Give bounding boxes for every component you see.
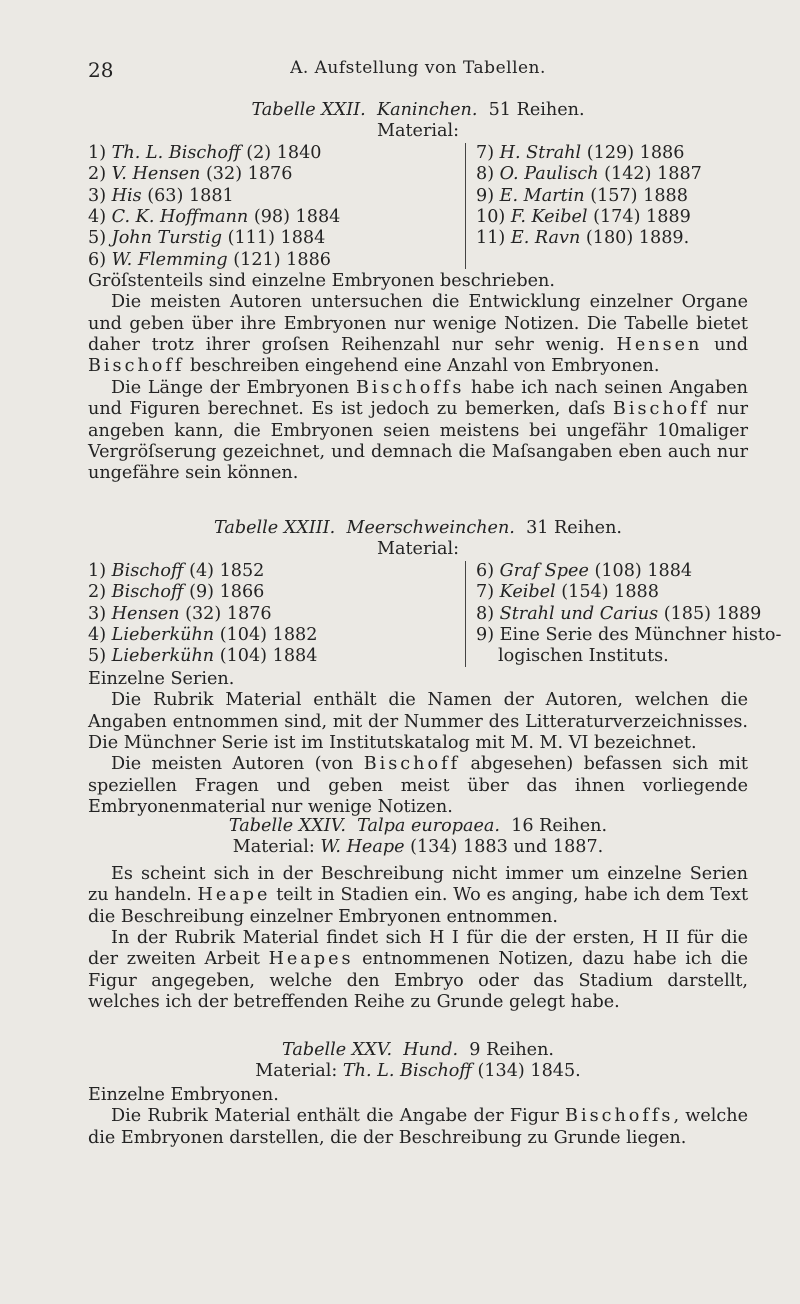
list-item: 11) E. Ravn (180) 1889. (476, 228, 690, 249)
list-item: 1) Th. L. Bischoff (2) 1840 (88, 142, 322, 163)
table-xxii-section (88, 100, 748, 485)
paragraph: Die Rubrik Material enthält die Angabe der Figur Bischoffs, welche die Embryonen darstellen, die der Beschreibung zu Grunde liegen. (88, 1106, 748, 1148)
material-col-right (465, 143, 702, 269)
table-xxv-title: Tabelle XXV. Hund. 9 Reihen. (281, 1040, 555, 1060)
list-item: 7) Keibel (154) 1888 (476, 582, 659, 603)
page-number: 28 (88, 58, 114, 82)
list-item: 6) Graf Spee (108) 1884 (476, 560, 693, 581)
list-item: 7) H. Strahl (129) 1886 (476, 142, 685, 163)
list-item: 8) O. Paulisch (142) 1887 (476, 164, 702, 185)
paragraph: Die meisten Autoren (von Bischoff abgesehen) befassen sich mit speziellen Fragen und geben meist über das ihnen vorliegende Embryonenmaterial nur wenige Notizen. (88, 754, 749, 818)
table-xxv-section (88, 1040, 748, 1149)
list-item: 4) C. K. Hoffmann (98) 1884 (88, 207, 341, 228)
material-col-left (88, 143, 428, 271)
list-item: 8) Strahl und Carius (185) 1889 (476, 603, 762, 624)
material-list (88, 143, 748, 271)
material-label: Material: (376, 539, 460, 560)
material-col-left (88, 561, 428, 668)
table-xxii-title: Tabelle XXII. Kaninchen. 51 Reihen. (251, 100, 585, 120)
list-item: 5) Lieberkühn (104) 1884 (88, 646, 318, 667)
paragraph: Die Länge der Embryonen Bischoffs habe ich nach seinen Angaben und Figuren berechnet. Es ist jedoch zu bemerken, daſs Bischoff nur angeben kann, die Embryonen seien meistens bei ungefähr 10maliger Vergröſserung gezeichnet, und demnach die Maſsangaben eben auch nur ungefähre sein können. (88, 377, 749, 484)
material-label: Material: (376, 121, 460, 142)
material-col-right (465, 561, 781, 667)
running-header (88, 58, 748, 84)
list-item: logischen Instituts. (498, 646, 669, 667)
material-line: Material: W. Heape (134) 1883 und 1887. (232, 837, 604, 858)
material-line: Material: Th. L. Bischoff (134) 1845. (255, 1061, 581, 1082)
paragraph: Einzelne Embryonen. (88, 1084, 279, 1105)
table-xxiv-title: Tabelle XXIV. Talpa europaea. 16 Reihen. (228, 816, 608, 836)
material-list (88, 560, 782, 669)
list-item: 3) Hensen (32) 1876 (88, 603, 272, 624)
paragraph: In der Rubrik Material findet sich H I für die der ersten, H II für die der zweiten Arbeit Heapes entnommenen Notizen, dazu habe ich die Figur angegeben, welche den Embryo oder das Stadium darstellt, welches ich der betreffenden Reihe zu Grunde gelegt habe. (88, 928, 748, 1013)
table-xxiii-title: Tabelle XXIII. Meerschweinchen. 31 Reihen. (213, 518, 623, 538)
running-title: A. Aufstellung von Tabellen. (290, 58, 546, 78)
list-item: 10) F. Keibel (174) 1889 (476, 207, 691, 228)
table-xxiv-section (88, 816, 748, 1014)
list-item: 1) Bischoff (4) 1852 (88, 560, 265, 581)
paragraph: Einzelne Serien. (88, 668, 235, 689)
paragraph: Die Rubrik Material enthält die Namen der Autoren, welchen die Angaben entnommen sind, mit der Nummer des Litteraturverzeichnisses. Die Münchner Serie ist im Institutskatalog mit M. M. VI bezeichnet. (88, 690, 748, 754)
paragraph: Gröſstenteils sind einzelne Embryonen beschrieben. (88, 270, 555, 291)
list-item: 2) Bischoff (9) 1866 (88, 582, 265, 603)
list-item: 9) E. Martin (157) 1888 (476, 185, 688, 206)
list-item: 3) His (63) 1881 (88, 185, 234, 206)
list-item: 5) John Turstig (111) 1884 (88, 228, 326, 249)
table-xxiii-section (88, 518, 782, 819)
list-item: 4) Lieberkühn (104) 1882 (88, 625, 318, 646)
list-item: 2) V. Hensen (32) 1876 (88, 164, 293, 185)
paragraph: Es scheint sich in der Beschreibung nicht immer um einzelne Serien zu handeln. Heape teilt in Stadien ein. Wo es anging, habe ich dem Text die Beschreibung einzelner Embryonen entnommen. (88, 863, 749, 927)
paragraph: Die meisten Autoren untersuchen die Entwicklung einzelner Organe und geben über ihre Embryonen nur wenige Notizen. Die Tabelle bietet daher trotz ihrer groſsen Reihenzahl nur sehr wenig. Hensen und Bischoff beschreiben eingehend eine Anzahl von Embryonen. (88, 292, 749, 377)
list-item: 6) W. Flemming (121) 1886 (88, 249, 331, 270)
list-item: 9) Eine Serie des Münchner histo- (476, 625, 782, 646)
